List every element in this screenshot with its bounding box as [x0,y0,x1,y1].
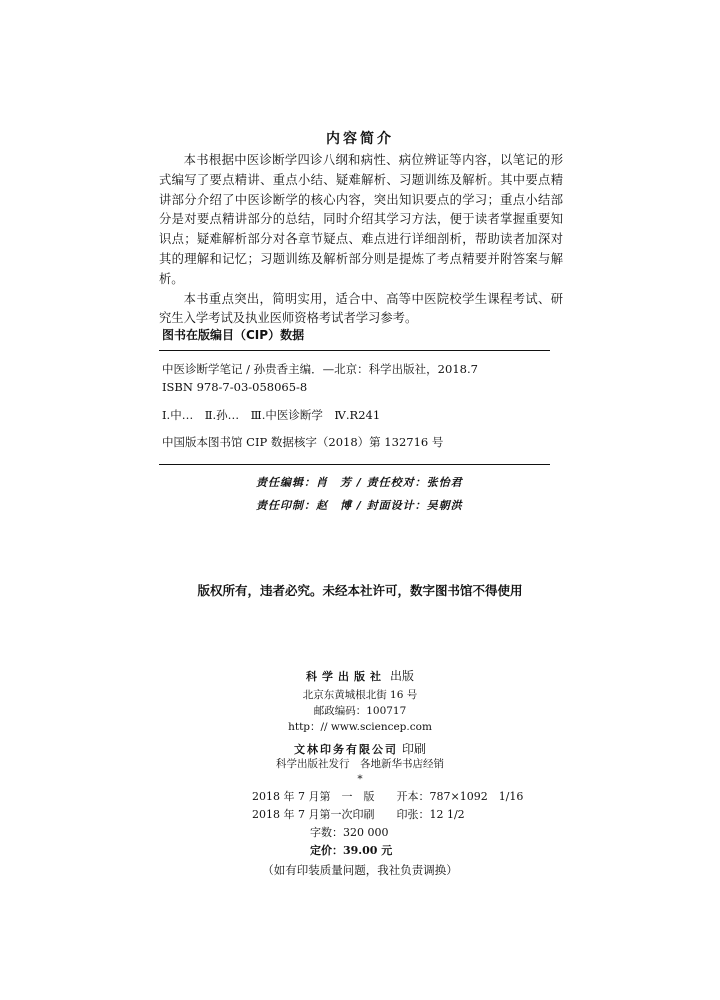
cip-title-line: 中医诊断学笔记 / 孙贵香主编．—北京：科学出版社，2018.7 [162,362,478,376]
cip-isbn: ISBN 978-7-03-058065-8 [162,380,308,394]
synopsis-title: 内容简介 [326,131,394,147]
synopsis-body [159,151,563,329]
cip-heading: 图书在版编目（CIP）数据 [162,328,305,342]
cip-bottom-rule [159,464,550,465]
publisher-line [0,665,720,684]
publisher-name: 科学出版社 [305,670,386,683]
synopsis-paragraph-2: 本书重点突出，简明实用，适合中、高等中医院校学生课程考试、研究生入学考试及执业医师资格考试者学习参考。 [159,291,563,326]
price: 定价：39.00 元 [310,844,393,857]
synopsis-paragraph-1: 本书根据中医诊断学四诊八纲和病性、病位辨证等内容，以笔记的形式编写了要点精讲、重点小结、疑难解析、习题训练及解析。其中要点精讲部分介绍了中医诊断学的核心内容，突出知识要点的学习；重点小结部分是对要点精讲部分的总结，同时介绍其学习方法，便于读者掌握重要知识点；疑难解析部分对各章节疑点、难点进行详细剖析，帮助读者加深对其的理解和记忆；习题训练及解析部分则是提炼了考点精要并附答案与解析。 [159,153,563,286]
quality-notice: （如有印装质量问题，我社负责调换） [262,863,458,877]
copyright-notice: 版权所有，违者必究。未经本社许可，数字图书馆不得使用 [197,583,523,598]
responsible-editors: 责任编辑：肖 芳 / 责任校对：张怡君 [256,476,463,489]
separator-star: * [357,773,363,785]
word-count: 字数：320 000 [310,826,389,839]
publisher-suffix: 出版 [389,669,414,683]
printer-name: 文林印务有限公司 [293,743,398,756]
printer-line [0,738,720,757]
distribution-info: 科学出版社发行 各地新华书店经销 [276,758,444,770]
cip-record-number: 中国版本图书馆 CIP 数据核字（2018）第 132716 号 [162,435,444,449]
publisher-postcode: 邮政编码：100717 [313,705,407,717]
publisher-url: http：// www.sciencep.com [288,721,432,733]
cip-top-rule [159,350,550,351]
printing-info: 2018 年 7 月第一次印刷 印张：12 1/2 [252,808,465,821]
printer-suffix: 印刷 [401,742,426,756]
responsible-production: 责任印制：赵 博 / 封面设计：吴朝洪 [256,499,463,512]
cip-classification: Ⅰ.中… Ⅱ.孙… Ⅲ.中医诊断学 Ⅳ.R241 [162,408,381,422]
publisher-address: 北京东黄城根北街 16 号 [302,689,418,701]
edition-info: 2018 年 7 月第 一 版 开本：787×1092 1/16 [252,790,524,803]
